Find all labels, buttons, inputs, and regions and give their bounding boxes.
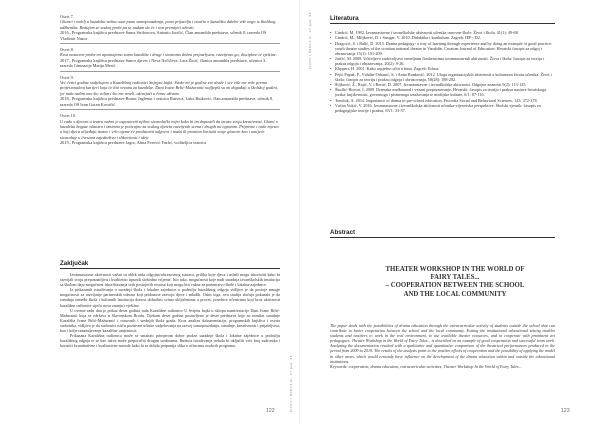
conclusion-body [60, 272, 280, 348]
review-item [60, 75, 280, 110]
abstract-heading: Abstract [330, 229, 356, 236]
review-edition: 2016., Programska knjižica predstave Šuma Striborova, Antonio Juričić, Član ansambla predstave, učenik 8. razreda OŠ Vladimir Nazor [60, 30, 267, 41]
journal-running-title: ŽIVOT I ŠKOLA br. 37 god. 68 [308, 12, 312, 70]
review-label: Osvrt 8. [60, 47, 74, 53]
reference-item: • Škuflić-Horvat, I. 2009. Dramska međunarod i vezani prepoznavanje. Hrvatski: časopis za teoriju i praksu nastave hrvatskoga jezika, književnosti, govornoga i pismenoga izražavanja te medijske kulture, 6/1: 87-116. [330, 87, 555, 97]
review-label: Osvrt 10. [60, 113, 76, 119]
abstract-title-line: FAIRY TALES... [430, 274, 480, 282]
abstract-body: The paper deals with the possibilities of drama education through the extracurricular activity of students outside the school that can contribute to better cooperation between the school and the local community. Exiting the institutional educational setting enables students and teachers to work in the real environment, to use available theater resources, and to cooperate with prominent art pedagogues. Theater Workshop in the World of Fairy Tales... is described as an example of good cooperation and successful team work. Analyzing the documentation resulted with a qualitative and quantitative comparison of the theatrical performances produced in the period from 2009 to 2019. The results of the analysis point to the positive effects of cooperation and the possibility of applying the model in other areas, which would certainly have influence on the development of the drama education within and outside the educational institutions. [330, 323, 555, 364]
page-number: 123 [561, 408, 570, 414]
reference-item: • Jurčić, M. 2008. Učiteljevo zadovoljstvo temeljnim čimbenicima izvannastavnih aktivnosti. Život i škola: časopis za teoriju i praksu odgoja i obrazovanja, 20(2): 9-26. [330, 56, 555, 66]
references-heading-rule [330, 23, 555, 24]
abstract-text [330, 323, 555, 369]
reference-item: • Dragović, S. i Balić, D. 2013. Drama pedagogy- a way of learning through experience and by doing an example of good practice: youth theatre studies of the croatian national theatre in Varaždin. Croatian Journal of Education: Hrvatski časopis za odgoj i obrazovanje 15(1): 191-209. [330, 41, 555, 56]
review-quote: Glumci i redelj u kazalištu stekao sam puno samopouzdanja, puno prijatelja i naučio o kazalištu dalebo više nego iz školskog udžbenika. Redujem se svakoj probi pa se nadam da će i ova premijeri uživati. [60, 19, 276, 30]
reference-item: • Šiljković, Ž., Rajić, V. i Bertić, D. 2007. Izvannastavne i izvanškolske aktivnosti. Odgojne znanosti 9(2): 113-145. [330, 82, 555, 87]
reference-item: • Klippert, H. 2001. Kako uspješno učiti u timu. Zagreb: Educa. [330, 66, 555, 71]
abstract-heading-rule [330, 237, 555, 238]
review-edition: 2019., Programska knjižica predstave Jagor, Alma Ferović Fazlić, voditeljica teatrica [60, 140, 206, 146]
body-paragraph: Prikazana Kazališna radionica može se smatrati primjerom dobre prakse suradnje škola i lokalne zajednice u području kazališnog odgoja te se kao takva može preporučiti drugim sredinama. Buduća istraživanja trebala bi uključiti veći broj sudionika i koristiti kvantitativne i kvalitativne metode kako bi se dobila potpunija slika o učincima ovakvih programa. [60, 333, 280, 349]
reference-item: • Vučan Vukić, V. 2016. Izvannastavne i izvanškolske aktivnosti učenika-vijestrivka perspektive. Školski vjesnik: časopis za pedagogijske teorije i praksu, 65/1: 33-57. [330, 103, 555, 113]
review-label: Osvrt 9. [60, 74, 74, 80]
reference-item: • Cindrić, M. 1992. Izvannastavne i izvanškolske aktivnosti učenika osnovne škole. Život i škola, 41(1): 49-68. [330, 30, 555, 35]
review-label: Osvrt 7. [60, 14, 74, 19]
page-number: 122 [266, 408, 275, 414]
review-quote: Već četiri godine sudjelujem u Kazališnoj radionici Snjegra bajki. Svake mi je godine sve draže i sve više me veže prema profesionalnoj karijeri koja će biti vezana za kazalište. Dani Ivane Brlić-Mažuranić najljepši su mi događaji u školskoj godini, jer tada radim ono što volim i što me veseli, uživajući u čemu uživam. [60, 80, 278, 96]
review-item [60, 14, 280, 44]
reviews-box [60, 14, 280, 151]
review-edition: 2018., Programska knjižica predstave Bratac Jaglenac i sestrica Rutvica, Luka Butković, član ansambla predstave, učenik 8. razreda OŠ Ivan Goran Kovačić [60, 96, 274, 107]
review-item [60, 113, 280, 147]
keywords-text: cooperation, drama education, extracurricular activities, Theater Workshop In the World of Fairy Tales... [348, 363, 522, 369]
body-paragraph: Iz prikazanih istraživanja o suradnji škola i lokalne zajednice u području kazališnog odgoja vidljivo je da postoje mnoge mogućnosti za razvijanje partnerskih odnosa koji pridonose razvoju djece i mladih. Osim toga, ova studija slučaja pokazala je da suradnja između škola i kulturnih institucija donosi dobrobiti svima uključenima u proces, posebice učenicima koji kroz aktivnosti kazališne radionice stječu nova znanja i vještine. [60, 287, 280, 308]
review-quote: U radu s djecom u teatru važno je uspostaviti njihov stvaralački tvijet kako bi im dopustili da izraze svoju kreativnost. Glumi u kazalištu bogate iskustvo i iznimno je poticajno za svakog djeteta razvijenih scena i drugih na ogranim. Pripreme i naše mjesto u koji djeca ulijeđuju izazov i vrlo ujeme će predstaviti odgovor i mašti ih prasitno koristiti svoje glasove kao i umijeće stvaraluje u čvrstom zajedništvu i slikovitosti i ideji. [60, 118, 279, 140]
references-list [330, 30, 555, 113]
review-item [60, 47, 280, 72]
abstract-title-line: – COOPERATION BETWEEN THE SCHOOL [385, 282, 525, 290]
abstract-title-line: THEATER WORKSHOP IN THE WORLD OF [385, 266, 525, 273]
journal-running-title: ŽIVOT I ŠKOLA br. 37 god. 68 [289, 355, 293, 413]
conclusion-heading-rule [60, 268, 280, 269]
review-edition: 2017., Programska knjižica predstave Sunce djever i Neva Nečičeva: Lara Žinić, članica ansambla predstave, učenica 3. razreda Gimnazije Matija Mesić [60, 57, 267, 69]
body-paragraph: Izvannastavne aktivnosti važan su oblik rada odgojno-obrazovnog sustava, prilika koje djeca i mladi mogu iskoristiti kako bi razvijali svoju prepoznatljivu i kvalitetno ispunili slobodno vrijeme. Isto tako, mogućnosti koje nudi suradnja izvanškolskih institucija sa školom daju mogućnost iskorištavanja svih postojećih resursa koji mogu biti važna za partnerstvo škole i lokalne zajednice. [60, 272, 280, 288]
abstract-title-line: AND THE LOCAL COMMUNITY [403, 290, 507, 298]
conclusion-heading: Zaključak [60, 260, 89, 267]
abstract-title [355, 266, 555, 299]
references-heading: Literatura [330, 15, 359, 22]
reference-item: • Pejić Papak, P., Vidulin-Orbanić, S. i Anita Ronković. 2012. Uloga organizacijskih aktivnosti u kulturnom životu učenika. Život i škola: časopis za teoriju i praksu odgoja i obrazovanja, 58(28): 188-202. [330, 72, 555, 82]
reference-item: • Tomčuk, A. 2014. Importance of drama in pre-school education. Procedia Social and Behavioral Sciences, 143: 372-378. [330, 98, 555, 103]
body-paragraph: U ovome radu dan je prikaz deset godina rada Kazališne radionice U Svijetu bajki u sklopu manifestacije Dani Ivane Brlić-Mažuranić koja se održava u Slavonskom Brodu. Tijekom deset godina postavljeno je deset predstava koje su rezultat suradnje Kazališta Ivane Brlić-Mažuranić i osnovnih i srednjih škola grada. Kroz analizu dokumentacije, programskih knjižica i osvrta sudionika, vidljivo je da sudionici ističu pozitivne učinke sudjelovanja na razvoj samopouzdanja, suradnje, kreativnosti i prijateljstva, kao i bolje razumijevanje kazališne umjetnosti. [60, 307, 280, 334]
keywords-label: Keywords: [330, 363, 348, 369]
reference-item: • Cindrić, M., Miljković, D. i Strugar, V. 2010. Didaktika i kurikulum. Zagreb: IEP - D2. [330, 35, 555, 40]
review-quote: Kroz nastavne probe mi upoznajemo samo kazalište i drugi i stvaramo dobru prijateljstva, razvijemo ga, discipline te vještine. [60, 52, 277, 58]
